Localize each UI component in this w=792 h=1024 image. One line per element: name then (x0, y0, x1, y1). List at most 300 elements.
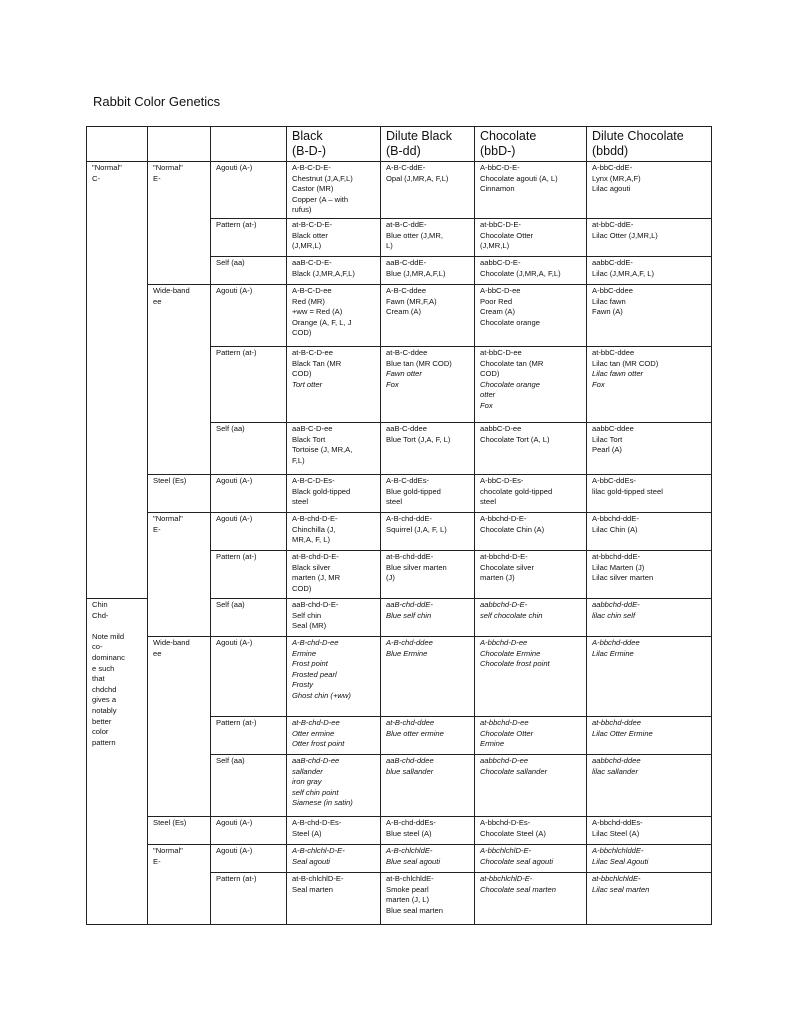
cell-line: Chocolate Otter (480, 728, 534, 738)
cell-line: A-bbC-ddEs- (592, 475, 636, 485)
cell-line: lilac chin self (592, 610, 636, 620)
cell-line: at-bbchd-ddee (592, 717, 641, 727)
cell-line: Lilac seal marten (592, 884, 650, 894)
cell-line: Lilac Otter Ermine (592, 728, 653, 738)
cell-line: Ermine (292, 648, 317, 658)
cell-line: Black Tort (292, 434, 326, 444)
cell-line: COD) (292, 583, 312, 593)
cell-line: Castor (MR) (292, 184, 334, 194)
cell-line: Self (aa) (216, 423, 245, 433)
cell-line: A-bbC-ddE- (592, 163, 633, 172)
cell-line: aabbC-D-E- (480, 257, 521, 267)
genotype-cell (287, 716, 381, 754)
cell-line: Fox (592, 379, 605, 389)
cell-line: Chocolate orange (480, 317, 540, 327)
cell-line: Frosted pearl (292, 669, 337, 679)
cell-line: Chocolate tan (MR (480, 358, 544, 368)
cell-line: aaB-C-ddE- (386, 257, 427, 267)
cell-line: Tortoise (J, MR,A, (292, 445, 353, 455)
cell-line: A-bbC-D-E- (480, 163, 520, 172)
pattern-type (211, 816, 287, 844)
cell-line: Smoke pearl (386, 884, 429, 894)
genotype-cell (381, 512, 475, 550)
cell-line: Pattern (at-) (216, 717, 257, 727)
cell-line: at-bbchlchlD-E- (480, 873, 533, 883)
cell-line: A-B-C-ddEs- (386, 475, 430, 485)
subgroup-label (148, 162, 211, 285)
cell-line: Lilac Marten (J) (592, 562, 645, 572)
cell-line: Black (J,MR,A,F,L) (292, 268, 355, 278)
genotype-cell (475, 256, 587, 284)
cell-line: Blue self chin (386, 610, 432, 620)
cell-line: at-B-chd-D-E- (292, 551, 339, 561)
cell-line: aaB-C-D-E- (292, 257, 332, 267)
genotype-cell (587, 218, 712, 256)
cell-line: Chin (92, 599, 108, 609)
cell-line: Chocolate frost point (480, 659, 550, 669)
cell-line: Chocolate Chin (A) (480, 524, 545, 534)
genotype-cell (475, 844, 587, 872)
cell-line: at-bbchd-D-E- (480, 551, 528, 561)
cell-line: Fawn (MR,F,A) (386, 296, 437, 306)
pattern-type (211, 636, 287, 716)
genotype-cell (287, 346, 381, 422)
cell-line: Agouti (A-) (216, 513, 253, 523)
genotype-cell (587, 512, 712, 550)
cell-line: Seal (MR) (292, 621, 327, 631)
cell-line: Cream (A) (480, 307, 516, 317)
cell-line: Chocolate seal marten (480, 884, 556, 894)
cell-line: at-bbchlchldE- (592, 873, 641, 883)
table-row (87, 284, 712, 346)
genotype-cell (287, 550, 381, 598)
pattern-type (211, 422, 287, 474)
genotype-cell (287, 162, 381, 219)
cell-line: at-bbC-D-E- (480, 219, 521, 229)
genotype-cell (287, 816, 381, 844)
cell-line: Agouti (A-) (216, 845, 253, 855)
genotype-cell (587, 872, 712, 924)
genotype-cell (587, 422, 712, 474)
cell-line: COD) (292, 369, 312, 379)
genotype-cell (587, 844, 712, 872)
cell-line: E- (153, 173, 161, 183)
genotype-cell (381, 422, 475, 474)
cell-line: Pattern (at-) (216, 219, 257, 229)
cell-line: at-B-C-ddE- (386, 219, 427, 229)
cell-line: marten (J, MR (292, 573, 341, 583)
cell-line: pattern (92, 737, 116, 747)
cell-line: Chinchilla (J, (292, 524, 336, 534)
cell-line: "Normal" (153, 513, 183, 523)
pattern-type (211, 844, 287, 872)
pattern-type (211, 512, 287, 550)
subgroup-label (148, 816, 211, 844)
cell-line: Fox (480, 400, 493, 410)
genotype-cell (475, 716, 587, 754)
genotype-cell (287, 256, 381, 284)
cell-line: Agouti (A-) (216, 475, 253, 485)
cell-line: A-B-C-D-Es- (292, 475, 335, 485)
cell-line: at-B-chd-ddE- (386, 551, 434, 561)
genotype-cell (475, 512, 587, 550)
pattern-type (211, 256, 287, 284)
cell-line: Chocolate silver (480, 562, 535, 572)
cell-line (92, 621, 143, 632)
genotype-cell (381, 284, 475, 346)
cell-line: aaB-chd-ddee (386, 755, 434, 765)
genotype-cell (475, 598, 587, 636)
genotype-cell (381, 474, 475, 512)
cell-line: marten (J) (480, 573, 515, 583)
cell-line: Lynx (MR,A,F) (592, 173, 641, 183)
genotype-cell (287, 474, 381, 512)
genotype-cell (475, 872, 587, 924)
cell-line: Opal (J,MR,A, F,L) (386, 173, 449, 183)
subgroup-label (148, 636, 211, 816)
genotype-cell (587, 284, 712, 346)
cell-line: Agouti (A-) (216, 817, 253, 827)
genotype-cell (587, 256, 712, 284)
cell-line: Blue gold-tipped (386, 486, 441, 496)
cell-line: Blue otter (J,MR, (386, 230, 443, 240)
cell-line: at-bbchd-ddE- (592, 551, 641, 561)
pattern-type (211, 598, 287, 636)
cell-line: Pattern (at-) (216, 873, 257, 883)
cell-line: Lilac Tort (592, 434, 623, 444)
cell-line: Steel (A) (292, 828, 322, 838)
cell-line: Blue otter ermine (386, 728, 444, 738)
table-row (87, 162, 712, 219)
genotype-cell (287, 636, 381, 716)
cell-line: Chocolate Tort (A, L) (480, 434, 550, 444)
column-header (87, 127, 148, 162)
cell-line: Self (aa) (216, 755, 245, 765)
group-label (87, 162, 148, 599)
cell-line: aabbchd-D-E- (480, 599, 528, 609)
cell-line: A-B-C-ddee (386, 285, 427, 295)
column-header (475, 127, 587, 162)
cell-line: A-bbC-ddee (592, 285, 633, 295)
cell-line: "Normal" (153, 845, 183, 855)
cell-line: Lilac tan (MR COD) (592, 358, 659, 368)
cell-line: (bbdd) (592, 144, 629, 158)
cell-line: Black (292, 129, 323, 143)
cell-line: Copper (A – with (292, 194, 349, 204)
genotype-cell (587, 162, 712, 219)
cell-line: Lilac Seal Agouti (592, 856, 649, 866)
cell-line: ee (153, 296, 162, 306)
cell-line: aabbC-D-ee (480, 423, 522, 433)
genotype-cell (587, 474, 712, 512)
cell-line: Ermine (480, 739, 505, 749)
column-header (148, 127, 211, 162)
cell-line: steel (480, 497, 497, 507)
cell-line: A-bbchd-ddEs- (592, 817, 643, 827)
cell-line: gives a (92, 695, 117, 705)
cell-line: Pearl (A) (592, 445, 622, 455)
genotype-cell (381, 816, 475, 844)
genotype-cell (381, 346, 475, 422)
table-row (87, 636, 712, 716)
cell-line: Tort otter (292, 379, 323, 389)
cell-line: E- (153, 524, 161, 534)
cell-line: Black silver (292, 562, 331, 572)
genotype-cell (475, 636, 587, 716)
cell-line: COD) (480, 369, 500, 379)
cell-line: Siamese (in satin) (292, 798, 353, 808)
cell-line: Chocolate (480, 129, 537, 143)
cell-line: aabbchd-ddE- (592, 599, 640, 609)
cell-line: Frost point (292, 659, 328, 669)
cell-line: at-bbC-D-ee (480, 347, 522, 357)
cell-line: at-B-C-D-E- (292, 219, 333, 229)
cell-line: Lilac silver marten (592, 573, 654, 583)
genotype-cell (587, 550, 712, 598)
genotype-cell (475, 162, 587, 219)
cell-line: Lilac Otter (J,MR,L) (592, 230, 658, 240)
cell-line: Frosty (292, 680, 314, 690)
genotype-cell (287, 598, 381, 636)
cell-line: better (92, 716, 112, 726)
genotype-cell (381, 550, 475, 598)
cell-line (92, 129, 143, 144)
cell-line: A-B-chd-ddEs- (386, 817, 436, 827)
cell-line: lilac gold-tipped steel (592, 486, 663, 496)
cell-line: Blue steel (A) (386, 828, 432, 838)
cell-line (153, 129, 206, 144)
cell-line: Chocolate orange (480, 379, 540, 389)
cell-line: A-bbchd-ddee (592, 637, 640, 647)
cell-line: Chd- (92, 610, 109, 620)
cell-line: A-B-chd-ddE- (386, 513, 433, 523)
genotype-cell (381, 218, 475, 256)
genotype-cell (381, 844, 475, 872)
genotype-cell (475, 284, 587, 346)
genotype-cell (287, 844, 381, 872)
cell-line: A-bbC-D-Es- (480, 475, 524, 485)
cell-line: Chocolate (J,MR,A, F,L) (480, 268, 561, 278)
cell-line: aaB-C-ddee (386, 423, 427, 433)
cell-line: Dilute Black (386, 129, 452, 143)
cell-line: Wide-band (153, 285, 190, 295)
genotype-cell (287, 512, 381, 550)
cell-line: self chin point (292, 787, 339, 797)
cell-line: at-bbchd-D-ee (480, 717, 529, 727)
cell-line: Black gold-tipped (292, 486, 351, 496)
cell-line: aabbchd-ddee (592, 755, 641, 765)
genotype-cell (587, 636, 712, 716)
genotype-cell (587, 346, 712, 422)
cell-line: steel (292, 497, 309, 507)
cell-line: Lilac Chin (A) (592, 524, 638, 534)
cell-line: at-B-chlchlD-E- (292, 873, 344, 883)
pattern-type (211, 716, 287, 754)
genotype-cell (381, 754, 475, 816)
genotype-cell (475, 346, 587, 422)
cell-line: Steel (Es) (153, 475, 187, 485)
genotype-cell (287, 422, 381, 474)
cell-line: Red (MR) (292, 296, 325, 306)
cell-line: marten (J, L) (386, 895, 430, 905)
genotype-cell (381, 162, 475, 219)
cell-line: color (92, 727, 109, 737)
cell-line: A-B-chlchl-D-E- (292, 845, 345, 855)
pattern-type (211, 218, 287, 256)
cell-line: COD) (292, 328, 312, 338)
cell-line: Blue tan (MR COD) (386, 358, 452, 368)
cell-line: sallander (292, 766, 323, 776)
table-row (87, 474, 712, 512)
genotype-cell (381, 256, 475, 284)
cell-line: A-bbchd-D-ee (480, 637, 528, 647)
cell-line: Lilac fawn (592, 296, 626, 306)
column-header (287, 127, 381, 162)
cell-line: Pattern (at-) (216, 347, 257, 357)
cell-line: at-B-chd-D-ee (292, 717, 340, 727)
cell-line: Pattern (at-) (216, 551, 257, 561)
cell-line: Cream (A) (386, 307, 422, 317)
genotype-cell (287, 284, 381, 346)
cell-line: F,L) (292, 455, 305, 465)
cell-line: A-B-C-D-ee (292, 285, 332, 295)
cell-line: E- (153, 856, 161, 866)
cell-line: chdchd (92, 684, 117, 694)
cell-line: (bbD-) (480, 144, 516, 158)
genotype-cell (287, 872, 381, 924)
cell-line: Blue seal agouti (386, 856, 441, 866)
cell-line: (J,MR,L) (480, 241, 510, 251)
cell-line: at-B-C-D-ee (292, 347, 333, 357)
cell-line: +ww = Red (A) (292, 307, 343, 317)
subgroup-label (148, 474, 211, 512)
cell-line: notably (92, 705, 117, 715)
table-row (87, 816, 712, 844)
genotype-cell (287, 218, 381, 256)
cell-line: Lilac fawn otter (592, 369, 644, 379)
cell-line: Otter ermine (292, 728, 335, 738)
genotype-cell (287, 754, 381, 816)
cell-line: Seal marten (292, 884, 333, 894)
cell-line: A-bbC-D-ee (480, 285, 521, 295)
cell-line: Chocolate seal agouti (480, 856, 554, 866)
cell-line: Chocolate Steel (A) (480, 828, 546, 838)
cell-line: Black otter (292, 230, 328, 240)
cell-line: A-bbchlchlD-E- (480, 845, 532, 855)
cell-line: rufus) (292, 205, 312, 215)
genotype-cell (381, 716, 475, 754)
column-header (587, 127, 712, 162)
genotype-cell (587, 716, 712, 754)
cell-line: Self (aa) (216, 257, 245, 267)
cell-line: A-B-chlchldE- (386, 845, 433, 855)
pattern-type (211, 550, 287, 598)
cell-line: Black Tan (MR (292, 358, 342, 368)
cell-line (216, 129, 282, 144)
table-row (87, 512, 712, 550)
cell-line: dominanc (92, 652, 125, 662)
genotype-cell (587, 754, 712, 816)
cell-line: Fox (386, 379, 399, 389)
cell-line: Fawn otter (386, 369, 422, 379)
cell-line: aaB-C-D-ee (292, 423, 333, 433)
cell-line: A-B-C-D-E- (292, 163, 331, 172)
genotype-cell (475, 474, 587, 512)
pattern-type (211, 346, 287, 422)
cell-line: at-B-chlchldE- (386, 873, 434, 883)
cell-line: at-B-C-ddee (386, 347, 428, 357)
cell-line: aabbC-ddE- (592, 257, 633, 267)
genotype-cell (381, 872, 475, 924)
cell-line: Seal agouti (292, 856, 330, 866)
cell-line: steel (386, 497, 403, 507)
cell-line: Agouti (A-) (216, 285, 253, 295)
cell-line: aaB-chd-D-ee (292, 755, 340, 765)
cell-line: chocolate gold-tipped (480, 486, 553, 496)
cell-line: Lilac Steel (A) (592, 828, 640, 838)
cell-line: Agouti (A-) (216, 163, 253, 172)
genotype-cell (381, 598, 475, 636)
cell-line: co- (92, 642, 103, 652)
cell-line: MR,A, F, L) (292, 535, 330, 545)
pattern-type (211, 872, 287, 924)
pattern-type (211, 284, 287, 346)
cell-line: Note mild (92, 631, 125, 641)
cell-line: (B-dd) (386, 144, 421, 158)
cell-line: aabbchd-D-ee (480, 755, 529, 765)
cell-line: Orange (A, F, L, J (292, 317, 352, 327)
cell-line: C- (92, 173, 101, 183)
cell-line: Chocolate sallander (480, 766, 548, 776)
genotype-cell (475, 550, 587, 598)
cell-line: Blue silver marten (386, 562, 447, 572)
cell-line: blue sallander (386, 766, 434, 776)
cell-line: at-bbC-ddee (592, 347, 635, 357)
cell-line: Otter frost point (292, 739, 345, 749)
subgroup-label (148, 284, 211, 474)
table-row (87, 844, 712, 872)
cell-line: A-B-chd-D-Es- (292, 817, 342, 827)
cell-line: A-bbchlchlddE- (592, 845, 644, 855)
genotype-cell (475, 816, 587, 844)
cell-line: Chocolate Otter (480, 230, 534, 240)
genotype-cell (475, 218, 587, 256)
subgroup-label (148, 844, 211, 924)
cell-line: Cinnamon (480, 184, 515, 194)
cell-line: Fawn (A) (592, 307, 623, 317)
cell-line: self chocolate chin (480, 610, 543, 620)
genotype-cell (587, 598, 712, 636)
cell-line: (B-D-) (292, 144, 327, 158)
cell-line: that (92, 674, 105, 684)
cell-line: (J,MR,L) (292, 241, 322, 251)
cell-line: Lilac (J,MR,A,F, L) (592, 268, 655, 278)
cell-line: L) (386, 241, 393, 251)
column-header (381, 127, 475, 162)
cell-line: Blue seal marten (386, 905, 443, 915)
cell-line: Blue Tort (J,A, F, L) (386, 434, 451, 444)
pattern-type (211, 162, 287, 219)
cell-line: A-B-chd-ddee (386, 637, 433, 647)
cell-line: Blue (J,MR,A,F,L) (386, 268, 446, 278)
page-title: Rabbit Color Genetics (93, 94, 221, 109)
cell-line: "Normal" (153, 163, 183, 172)
cell-line: Chocolate agouti (A, L) (480, 173, 558, 183)
cell-line: Chestnut (J,A,F,L) (292, 173, 353, 183)
cell-line: A-bbchd-ddE- (592, 513, 639, 523)
subgroup-label (148, 512, 211, 636)
cell-line: aaB-chd-D-E- (292, 599, 339, 609)
